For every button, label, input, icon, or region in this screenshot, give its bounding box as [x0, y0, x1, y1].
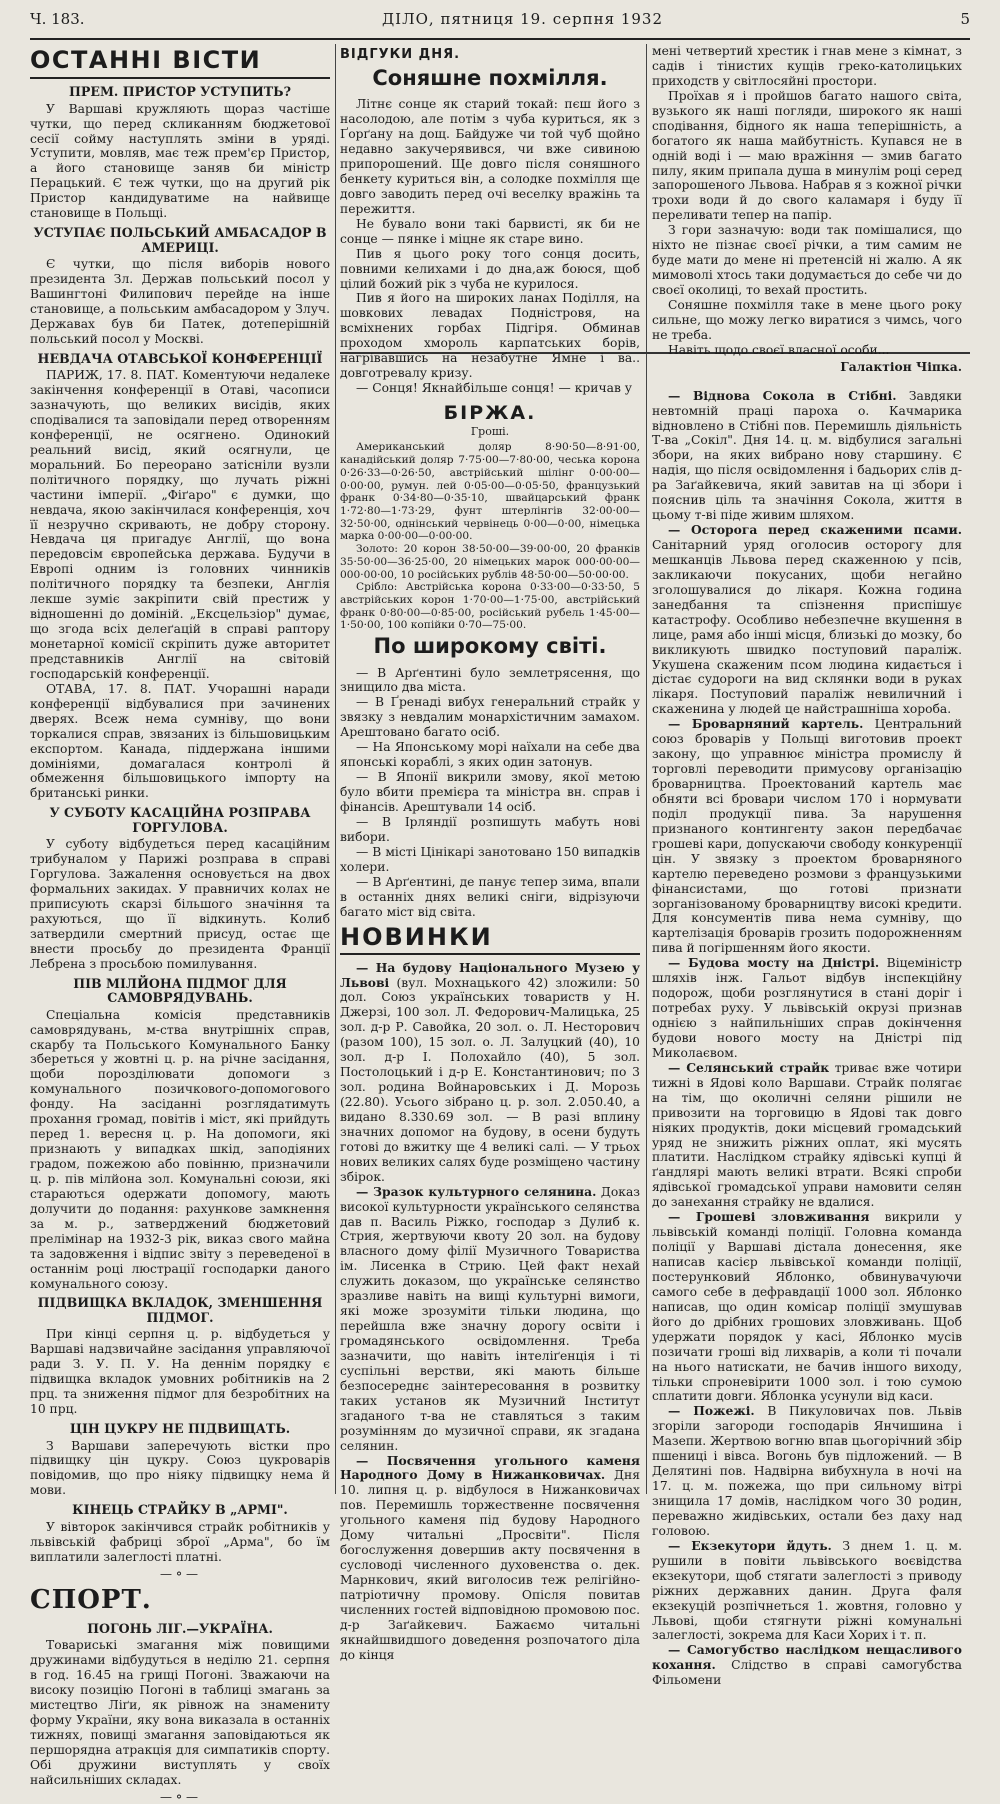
ornament-divider: —⚬— — [159, 1566, 201, 1581]
news-item — [652, 956, 962, 1061]
news-item-text: Санітарний уряд оголосив осторогу для мешканців Львова перед скаженною у псів, закликаючи покусаних, щоби негайно зголошувалися до лікаря. Кожна година занедбання та спізнення приспішує катастрофу. Особливо небезпечне вкушення в лице, рамя або інші місця, близькі до мозку, бо викликують швидко поступовий параліж. Укушена скаженим псом людина кидається і дістає судороги на вид склянки води в руках лікаря. Поступовий параліж невиличний і скаженина у людей це найстрашніша хороба. — [652, 538, 962, 717]
news-item-text: Слідство в справі самогубства Фільомени — [652, 1658, 962, 1688]
article-heading: ПОГОНЬ ЛІГ.—УКРАЇНА. — [87, 1620, 273, 1636]
article-text: Навіть щодо своєї власної особи... — [668, 342, 890, 357]
news-item-lead: — Осторога перед скаженими псами. — [668, 522, 962, 538]
article-heading: КІНЕЦЬ СТРАЙКУ В „АРМІ". — [72, 1502, 288, 1518]
column-rule-1 — [335, 44, 336, 1494]
news-item — [652, 1539, 962, 1644]
news-item — [652, 1404, 962, 1538]
article-text: Не бувало вони такі барвисті, як би не сонце — пянке і міцне як старе вино. — [340, 216, 640, 246]
article-heading: ЦІН ЦУКРУ НЕ ПІДВИЩАТЬ. — [69, 1421, 291, 1437]
exchange-gold: Золото: 20 корон 38·50·00—39·00·00, 20 франків 35·50·00—36·25·00, 20 німецьких марок 000·00·00—000·00·00, 10 російських рублів 48·50·00—50·00·00. — [340, 543, 640, 581]
news-item-text: (вул. Мохнацького 42) зложили: 50 дол. Союз українських товариств у Н. Джерзі, 100 зол. Л. Федорович-Малицька, 25 зол. д-р Р. Савойка, 20 зол. о. Л. Несторович (разом 100), 15 зол. о. Л. Залуцкий (40), 10 зол. д-р І. Полохайло (40), 5 зол. Постолоцький і д-р Е. Константинович; по 3 зол. родина Войнаровських і Д. Морозь (22.80). Усього зібрано ц. р. зол. 2.050.40, а видано 8.330.69 зол. — В разі вплину значних допомог на будову, в осени будуть готові до вжитку ще 4 великі салі. — У трьох нових великих салях буде розміщено частину збірок. — [340, 975, 640, 1184]
column-latest-news — [30, 44, 330, 1804]
news-item-lead: — Броварняний картель. — [668, 716, 864, 732]
article-heading: НЕВДАЧА ОТАВСЬКОЇ КОНФЕРЕНЦІЇ — [37, 350, 323, 366]
article-heading: ПІДВИЩКА ВКЛАДОК, ЗМЕНШЕННЯ ПІДМОГ. — [37, 1295, 323, 1325]
article-text: ОТАВА, 17. 8. ПАТ. Учорашні наради конференції відбувалися при зачинених дверях. Всеж нема сумніву, що вони торкалися справ, звязаних із більшовицьким експортом. Канада, піддержана іншими домініями, домагалася контролі й обмеження більшовицького імпорту на британські ринки. — [30, 681, 330, 801]
news-item — [652, 717, 962, 956]
article-text: У Варшаві кружляють щораз частіше чутки, що перед скликанням бюджетової сесії сойму наступлять зміни в уряді. Уступити, мовляв, має теж прем'єр Пристор, а його становище заняв би міністр Перацький. Є теж чутки, що на другий рік Пристор кандидуватиме на найвище становище в Польщі. — [30, 101, 330, 221]
article-text: Пив я його на широких ланах Поділля, на шовкових левадах Подністровя, на всміхнених горбах Підгіря. Обминав проходом хмороль карпатських борів, нагрівавшись на незабутне Ямне і ва.. довготревалу кризу. — [340, 291, 640, 381]
exchange-subtitle: Гроші. — [470, 425, 510, 439]
article-text: Літнє сонце як старий токай: пєш його з насолодою, але потім з чуба куриться, як з Ґорґану на дощ. Байдуже чи той чуб щойно недавно закучерявився, чи вже сивиною припорошений. Ще довго після соняшного бенкету куриться він, а солодке похмілля ще довго заводить перед очі веселку вражінь та пережиття. — [340, 97, 640, 216]
article-text: При кінці серпня ц. р. відбудеться у Варшаві надзвичайне засідання управляючої ради З. У. П. У. На деннім порядку є підвищка вкладок умовних робітників на 2 прц. та зниження підмог для безробітних на 10 прц. — [30, 1327, 330, 1417]
section-title-sport: СПОРТ. — [30, 1585, 152, 1616]
news-item-lead: — Екзекутори йдуть. — [668, 1537, 832, 1553]
world-item: — В Арґентині було землетрясення, що знищило два міста. — [340, 665, 640, 695]
news-item — [340, 961, 640, 1185]
news-item-text: Доказ високої культурности українського селянства дав п. Василь Ріжко, господар з Дулиб к. Стрия, жертвуючи квоту 20 зол. на будову власного дому філії Музичного Товариства ім. Лисенка в Стрию. Цей факт нехай служить доказом, що українське селянство зразливе навіть на вищі культурні вимоги, які може зрозуміти тільки людина, що перейшла вже значну дорогу освіти і громадянського освідомлення. Треба зазначити, що навіть інтеліґенція і ті суспільні верстви, які мають більше безпосереднє заінтересовання в розвитку таких установ як Музичний Інститут згаданого т-ва не ставляться з таким розумінням до музичної справи, як згадана селянин. — [340, 1184, 640, 1453]
article-heading: ПІВ МІЛЙОНА ПІДМОГ ДЛЯ САМОВРЯДУВАНЬ. — [73, 975, 287, 1006]
article-heading: У СУБОТУ КАСАЦІЙНА РОЗПРАВА ГОРГУЛОВА. — [49, 805, 311, 835]
article-text: Спеціальна комісія представників самоврядувань, м-ства внутрішніх справ, скарбу та Польського Комунального Банку збереться у жовтні ц. р. на річне засідання, щоби порозділювати допомоги з комунального позичкового-допомогового фонду. На засіданні розглядатимуть прохання громад, повітів і міст, які прийдуть перед 1. вересня ц. р. На допомоги, які признають у випадках шкід, заподіяних градом, пожежою або повінню, призначили ц. р. пів мілйона зол. Комунальні союзи, які стараються одержати допомогу, мають долучити до подання: рахункове замкнення за м. р., затверджений бюджетовий прелімінар на 1932-3 рік, виказ свого майна та задовження і відпис звіту з переведеної в останнім році люстрації господарки даного комунального союзу. — [30, 1007, 330, 1291]
news-item-lead: — Самогубство наслідком нещасливого кохання. — [652, 1642, 962, 1673]
page-number: 5 — [960, 10, 970, 28]
paper-name: ДІЛО, — [381, 10, 435, 28]
news-item — [652, 1061, 962, 1210]
article-text: Товариські змагання між повищими дружинами відбудуться в неділю 21. серпня в год. 16.45 на грищі Погоні. Зважаючи на високу позицію Погоні в таблиці змагань за мистецтво Ліґи, як рівнож на знамениту форму України, яку вона виказала в останніх тижнях, повищі змагання заповідаються як першорядна атракція для симпатиків спорту. Обі дружини виступлять у своїх найсильніших складах. — [30, 1638, 330, 1787]
news-item — [652, 1643, 962, 1688]
section-title-news: НОВИНКИ — [340, 923, 640, 954]
news-item-text: викрили у львівській команді поліції. Головна команда поліції у Варшаві дістала донесення, яке написав касієр львівської команди поліції, постерунковий Яблонко, обвинувачуючи самого себе в дефравдації 1000 зол. Яблонко написав, що один комісар поліції змушував його до дрібних грошових зловживань. Щоб удержати порядок у касі, Яблонко мусів позичати гроші від лихварів, а коли ті почали на нього натискати, не бачив іншого виходу, тільки спроневірити 1000 зол. і тою сумою сплатити довги. Яблонка усунули від каси. — [652, 1210, 962, 1404]
world-item: — В Японії викрили змову, якої метою було вбити премієра та міністра вн. справ і фінансів. Арештували 14 осіб. — [340, 770, 640, 814]
section-title-echoes: ВІДГУКИ ДНЯ. — [340, 47, 461, 62]
article-text: Пив я цього року того сонця досить, повними келихами і до дна,аж боюся, щоб цілий божий рік з чуба не курилося. — [340, 246, 640, 291]
section-title-exchange: БІРЖА. — [443, 402, 537, 425]
news-item-lead: — Пожежі. — [668, 1403, 755, 1419]
article-text: ПАРИЖ, 17. 8. ПАТ. Коментуючи недалеке закінчення конференції в Отаві, часописи зазначують, що великих висідів, яких сподівалися та заповідали перед отворенням конференції, не осягнено. Одинокий реальний висід, який осягнули, це моральний. Бо переорано затісніли вузли політичного порядку, що лучать ріжні частини імперії. „Фіґаро" є думки, що невдача, якою закінчилася конференція, хоч її незручно скривають, не добру сторону. Невдача ця пригадує Англії, що вона передовсім європейська держава. Будучи в Европі одним із головних чинників політичного порядку та безпеки, Англія лекше зуміє закріпити свій престиж у відношенні до доміній. „Ексцельзіор" думає, що згода всіх делеґацій в справі раптору монетарної комісії скріпить дуже авторитет представників Англії на світовій господарській конференції. — [30, 368, 330, 681]
news-item-lead: — Селянський страйк — [668, 1059, 830, 1075]
exchange-silver: Срібло: Австрійська корона 0·33·00—0·33·50, 5 австрійських корон 1·70·00—1·75·00, австрійський франк 0·80·00—0·85·00, російський рубель 1·45·00—1·50·00, 100 копійки 0·70—75·00. — [340, 581, 640, 632]
article-text: У вівторок закінчився страйк робітників у львівській фабриці зброї „Арма", бо їм виплатили залеглості платні. — [30, 1519, 330, 1564]
article-text: З гори зазначую: води так помішалися, що ніхто не пізнає своєї річки, а тим самим не буде мати до мене ні претенсій ні жалю. А як мимоволі хтось таки додумається до себе чи до своєї околиці, то вехай простить. — [652, 223, 962, 297]
news-item-text: Центральний союз броварів у Польщі виготовив проект закону, що управнює міністра промислу й торговлі переводити примусову організацію броварництва. Проектований картель має обняти всі бровари числом 170 і нормувати поділ продукції пива. За нарушення признаного контингенту закон передбачає грошеві кари, допускаючи свободу конкуренції цін. У звязку з проектом броварняного картелю переведено розмови з французькими фінансистами, що готові признати зорганізованому броварництву високі кредити. Для консументів пива нема сумніву, що картелізація броварів грозить подорожненням пива й погіршенням його якости. — [652, 717, 962, 956]
column-middle — [340, 44, 640, 1662]
article-text: Є чутки, що після виборів нового президента Зл. Держав польський посол у Вашингтоні Филипович перейде на інше становище, а польським амбасадором у Злуч. Державах був би Патек, дотеперішній польський посол у Москві. — [30, 257, 330, 346]
page-header — [30, 10, 970, 40]
masthead-line — [382, 10, 663, 28]
section-title-latest-news: ОСТАННІ ВІСТИ — [30, 46, 330, 79]
issue-number: Ч. 183. — [30, 10, 85, 28]
article-text: У суботу відбудеться перед касаційним трибуналом у Парижі розправа в справі Горгулова. Зажалення основується на двох формальних закидах. У правничих колах не приписують скарзі більшого значіння та рахуються, що її відкинуть. Колиб затвердили смертний присуд, остає ще внести просьбу до президента Франції Лебрена з просьбою помилування. — [30, 837, 330, 971]
article-heading: ПРЕМ. ПРИСТОР УСТУПИТЬ? — [69, 84, 291, 100]
column-right — [652, 44, 962, 1688]
news-item — [340, 1454, 640, 1663]
world-item: — На Японському морі наїхали на себе два японські кораблі, з яких один затонув. — [340, 740, 640, 770]
article-text: — Сонця! Якнайбільше сонця! — кричав у — [356, 381, 633, 396]
column-rule-2 — [646, 44, 647, 1494]
news-item-text: Завдяки невтомній праці пароха о. Качмарика відновлено в Стібні пов. Перемишль діяльність Т-ва „Сокіл". Дня 14. ц. м. відбулися загальні збори, на яких вибрано нову старшину. Є надія, що після освідомлення і бадьорих слів д-ра Заґайкевича, який завитав на ці збори і пояснив ціль та значіння Сокола, життя в цьому т-ві піде живим шляхом. — [652, 388, 962, 523]
article-text: мені четвертий хрестик і гнав мене з кімнат, з садів і тінистих кущів греко-католицьких приходств у світлосяйні простори. — [652, 44, 962, 88]
news-item-lead: — Грошеві зловживання — [668, 1209, 870, 1225]
ornament-divider: —⚬— — [159, 1789, 201, 1804]
world-item: — В місті Цінікарі занотовано 150 випадків холери. — [340, 844, 640, 874]
news-item-text: В Пикуловичах пов. Львів згоріли загороди господарів Янчишина і Мазепи. Жертвою вогню впав цьогорічний збір пшениці і вівса. Вогонь був підложений. — В Делятині пов. Надвірна вибухнула в ночі на 17. ц. м. пожежа, що при сильному вітрі знищила 17 домів, наслідком чого 30 родин, переважно жидівських, остали без даху над головою. — [652, 1404, 962, 1538]
author-signature: Галактіон Чіпка. — [840, 358, 962, 374]
news-item — [652, 1210, 962, 1404]
news-item-lead: — Зразок культурного селянина. — [356, 1183, 597, 1199]
news-item-text: Віцеміністр шляхів інж. Гальот відбув інспекційну подорож, щоби розглянутися в стані доріг і потребах руху. У львівській окрузі признав однією з найпильніших справ докінчення будови нового мосту на Дністрі під Миколаєвом. — [652, 956, 962, 1060]
news-item-lead: — Посвячення угольного каменя Народного Дому в Нижанковичах. — [340, 1452, 640, 1483]
news-item-lead: — На будову Національного Музею у Львові — [340, 959, 640, 990]
news-item-text: триває вже чотири тижні в Ядові коло Варшави. Страйк полягає на тім, що околичні селяни рішили не привозити на торговицю в Ядові так довго ніяких продуктів, доки місцевий громадський уряд не знижить ріжних оплат, які мусять платити. Наслідком страйку ядівські купці й ґандлярі мають великі втрати. Всякі спроби ядівської громадської управи намовити селян до занехання страйку не вдалися. — [652, 1060, 962, 1210]
exchange-rates: Американський доляр 8·90·50—8·91·00, канадійський доляр 7·75·00—7·80·00, чеська корона 0·26·33—0·26·50, австрійський шілінг 0·00·00—0·00·00, румун. лей 0·05·00—0·05·50, французький франк 0·34·80—0·35·10, швайцарський франк 1·72·80—1·73·29, фунт штерлінгів 32·00·00—32·50·00, однінський червінець 0·00—0·00, німецька марка 0·00·00—0·00·00. — [340, 441, 640, 543]
news-item — [340, 1185, 640, 1454]
feuilleton-title: Соняшне похмілля. — [372, 65, 608, 90]
article-text: З Варшави заперечують вістки про підвищку цін цукру. Союз цукроварів повідомив, що про ніяку підвищку нема й мови. — [30, 1438, 330, 1498]
issue-date: пятниця 19. серпня 1932 — [440, 10, 663, 28]
world-item: — В Ґренаді вибух генеральний страйк у звязку з невдалим монархістичним замахом. Арештовано багато осіб. — [340, 695, 640, 740]
news-item-text: З днем 1. ц. м. рушили в повіти львівського воєвідства екзекутори, щоб стягати залеглості з приводу ріжних державних данин. Друга фаля екзекуцій розпічнеться 1. жовтня, головно у Львові, щоби стягнути ріжні комунальні залеглості, зокрема для Каси Хорих і т. п. — [652, 1538, 962, 1643]
article-text: Проїхав я і пройшов багато нашого світа, вузького як наші погляди, широкого як наші сподівання, бідного як наша теперішність, а богатого як наша майбутність. Купався не в одній воді і — маю вражіння — змив багато пилу, яким припала душа в минулім році серед запорошеного Львова. Набрав я з кожної річки трохи води й до свого каламаря і буду її переливати тепер на папір. — [652, 88, 962, 223]
article-text: Соняшне похмілля таке в мене цього року сильне, що можу легко виратися з чимсь, чого не треба. — [652, 297, 962, 342]
world-item: — В Ірляндії розпишуть мабуть нові вибори. — [340, 814, 640, 844]
news-item-lead: — Віднова Сокола в Стібні. — [668, 387, 897, 403]
news-item — [652, 523, 962, 717]
section-title-world: По широкому світі. — [373, 634, 607, 659]
world-item: — В Арґентині, де панує тепер зима, впали в останніх днях великі сніги, відрізуючи багато міст від світа. — [340, 874, 640, 919]
news-item — [652, 389, 962, 523]
news-item-text: Дня 10. липня ц. р. відбулося в Нижанковичах пов. Перемишль торжественне посвячення угольного каменя під будову Народного Дому читальні „Просвіти". Після богослуження довершив акту посвячення в сусловоді численного духовенства о. дек. Марнкович, який виголосив теж релігійно-патріотичну промову. Опісля повитав численних гостей відповідною промовою пос. д-р Заґайкевич. Бажаємо читальні якнайшвидшого доведення розпочатого діла до кінця — [340, 1468, 640, 1662]
news-item-lead: — Будова мосту на Дністрі. — [668, 955, 880, 971]
article-heading: УСТУПАЄ ПОЛЬСЬКИЙ АМБАСАДОР В АМЕРИЦІ. — [33, 225, 327, 255]
